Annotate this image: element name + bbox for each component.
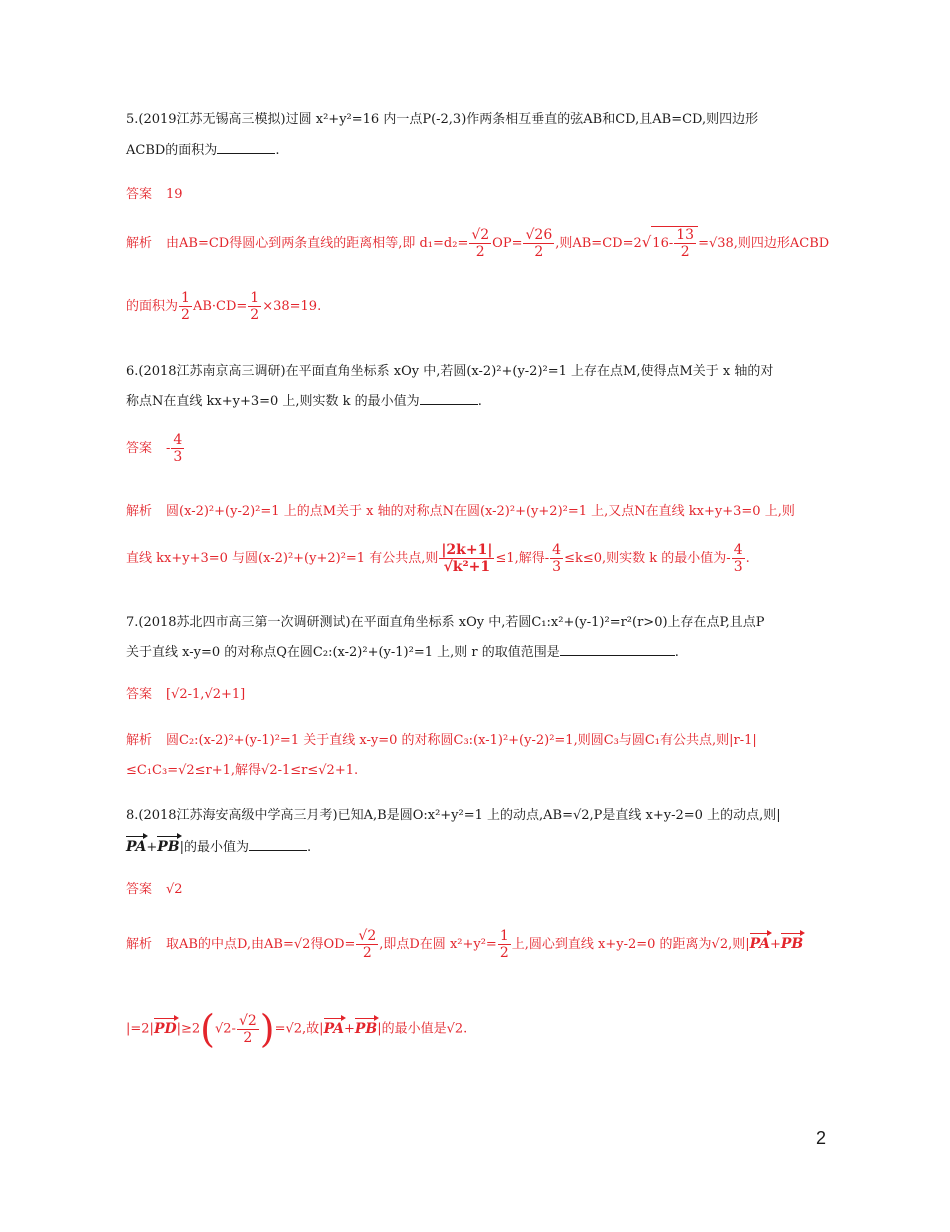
- denominator: 2: [475, 244, 485, 260]
- radical-sign: √: [641, 233, 652, 251]
- q6-stem-line2: 称点N在直线 kx+y+3=0 上,则实数 k 的最小值为 .: [126, 394, 482, 409]
- vector-pb: PB: [780, 936, 804, 952]
- text: OP=: [492, 236, 523, 251]
- q6-answer: [126, 432, 185, 465]
- numerator: 1: [181, 290, 190, 306]
- denominator: √k²+1: [443, 559, 491, 575]
- text: =√38,则四边形ACBD: [698, 236, 830, 251]
- fraction: [439, 542, 494, 575]
- denominator: 2: [362, 945, 372, 961]
- denominator: 3: [552, 559, 562, 575]
- answer-label: 答案: [126, 687, 153, 702]
- vector-pb: PB: [354, 1020, 378, 1037]
- text: .: [745, 551, 750, 566]
- denominator: 2: [250, 307, 260, 323]
- q6-analysis-line1: [126, 500, 795, 519]
- answer-fraction: [171, 432, 184, 465]
- numerator: 4: [173, 432, 183, 448]
- text: |=2|: [126, 1021, 154, 1037]
- q6-stem-text: 称点N在直线 kx+y+3=0 上,则实数 k 的最小值为: [126, 394, 420, 409]
- q5-stem-text: ACBD的面积为: [126, 143, 218, 158]
- answer-sign: -: [166, 441, 171, 456]
- text: 16-: [652, 236, 674, 251]
- analysis-label: 解析: [126, 236, 153, 251]
- answer-blank: [560, 644, 675, 656]
- text: 上,圆心到直线 x+y-2=0 的距离为√2,则|: [511, 937, 750, 952]
- q8-analysis-line2: [126, 1007, 468, 1051]
- denominator: 3: [733, 559, 743, 575]
- fraction: [523, 227, 554, 260]
- answer-label: 答案: [126, 882, 153, 897]
- left-paren: (: [200, 1007, 215, 1051]
- q5-stem-line1: 5.(2019江苏无锡高三模拟)过圆 x²+y²=16 内一点P(-2,3)作两条相互垂直的弦AB和CD,且AB=CD,则四边形: [126, 112, 759, 127]
- text: 圆(x-2)²+(y-2)²=1 上的点M关于 x 轴的对称点N在圆(x-2)²+(y+2)²=1 上,又点N在直线 kx+y+3=0 上,则: [166, 504, 795, 519]
- q6-analysis-line2: [126, 542, 750, 575]
- q5-answer: [126, 183, 183, 202]
- vector-pa: PA: [126, 839, 147, 855]
- fraction: [498, 928, 511, 961]
- answer-label: 答案: [126, 187, 153, 202]
- fraction: [356, 928, 378, 961]
- q7-analysis-line1: [126, 729, 757, 748]
- q5-stem-line2: ACBD的面积为 .: [126, 143, 280, 158]
- vector-pd: PD: [153, 1020, 177, 1037]
- analysis-label: 解析: [126, 733, 153, 748]
- numerator: 1: [250, 290, 260, 306]
- text: 圆C₂:(x-2)²+(y-1)²=1 关于直线 x-y=0 的对称圆C₃:(x-1)²+(y-2)²=1,则圆C₃与圆C₁有公共点,则|r-1|: [166, 733, 757, 748]
- fraction: [179, 290, 192, 323]
- text: 由AB=CD得圆心到两条直线的距离相等,即 d₁=d₂=: [166, 236, 469, 251]
- vector-pa: PA: [749, 936, 770, 952]
- q8-analysis-line1: [126, 928, 803, 961]
- denominator: 2: [534, 244, 544, 260]
- radicand: [651, 226, 698, 260]
- vector-pa: PA: [323, 1020, 344, 1037]
- analysis-label: 解析: [126, 504, 153, 519]
- answer-value: 19: [166, 187, 183, 202]
- q6-stem-line1: 6.(2018江苏南京高三调研)在平面直角坐标系 xOy 中,若圆(x-2)²+(y-2)²=1 上存在点M,使得点M关于 x 轴的对: [126, 364, 774, 379]
- numerator: √2: [358, 928, 377, 944]
- q7-stem-line2: 关于直线 x-y=0 的对称点Q在圆C₂:(x-2)²+(y-1)²=1 上,则 r 的取值范围是 .: [126, 645, 679, 660]
- numerator: 1: [499, 928, 509, 944]
- denominator: 2: [181, 307, 190, 323]
- numerator: |2k+1|: [441, 542, 493, 558]
- numerator: √2: [471, 227, 490, 243]
- text: |的最小值是√2.: [377, 1021, 468, 1037]
- fraction: [732, 542, 745, 575]
- text: |的最小值为: [179, 840, 250, 855]
- text: ,则AB=CD=2: [555, 236, 642, 251]
- text: ×38=19.: [262, 299, 322, 314]
- answer-value: √2: [166, 882, 183, 897]
- q5-analysis-line1: [126, 226, 829, 260]
- numerator: √26: [525, 227, 553, 243]
- q7-stem-line1: 7.(2018苏北四市高三第一次调研测试)在平面直角坐标系 xOy 中,若圆C₁:x²+(y-1)²=r²(r>0)上存在点P,且点P: [126, 615, 765, 630]
- plus-sign: +: [146, 840, 158, 855]
- vector-pb: PB: [157, 839, 180, 855]
- q8-answer: [126, 878, 183, 897]
- text: √2-: [214, 1021, 236, 1037]
- numerator: √2: [238, 1012, 257, 1029]
- fraction: [550, 542, 563, 575]
- answer-blank: [249, 839, 307, 851]
- fraction: [237, 1013, 259, 1046]
- q7-answer: [126, 683, 245, 702]
- numerator: 4: [552, 542, 562, 558]
- text: ,即点D在圆 x²+y²=: [379, 937, 497, 952]
- fraction: [674, 227, 696, 260]
- denominator: 2: [499, 945, 509, 961]
- page-number: 2: [815, 1128, 826, 1148]
- q8-stem-line2: PA+PB|的最小值为 .: [126, 839, 312, 855]
- text: |≥2: [176, 1021, 201, 1037]
- text: ≤k≤0,则实数 k 的最小值为-: [564, 551, 731, 566]
- text: =√2,故|: [274, 1021, 324, 1037]
- analysis-label: 解析: [126, 937, 153, 952]
- denominator: 2: [680, 244, 690, 260]
- numerator: 4: [733, 542, 743, 558]
- answer-label: 答案: [126, 441, 153, 456]
- plus-sign: +: [343, 1021, 355, 1037]
- q8-stem-line1: 8.(2018江苏海安高级中学高三月考)已知A,B是圆O:x²+y²=1 上的动点,AB=√2,P是直线 x+y-2=0 上的动点,则|: [126, 808, 781, 823]
- text: 的面积为: [126, 299, 179, 314]
- q5-analysis-line2: [126, 290, 321, 323]
- numerator: 13: [676, 227, 695, 243]
- text: ≤1,解得-: [495, 551, 550, 566]
- answer-value: [√2-1,√2+1]: [166, 687, 246, 702]
- fraction: [469, 227, 491, 260]
- denominator: 3: [173, 449, 183, 465]
- text: 直线 kx+y+3=0 与圆(x-2)²+(y+2)²=1 有公共点,则: [126, 551, 439, 566]
- text: 取AB的中点D,由AB=√2得OD=: [166, 937, 356, 952]
- answer-blank: [217, 142, 275, 154]
- plus-sign: +: [770, 937, 781, 952]
- fraction: [248, 290, 261, 323]
- answer-blank: [420, 393, 478, 405]
- text: AB·CD=: [192, 299, 248, 314]
- q7-analysis-line2: ≤C₁C₃=√2≤r+1,解得√2-1≤r≤√2+1.: [126, 763, 359, 778]
- right-paren: ): [259, 1007, 275, 1051]
- denominator: 2: [243, 1029, 253, 1046]
- q7-stem-text: 关于直线 x-y=0 的对称点Q在圆C₂:(x-2)²+(y-1)²=1 上,则 r 的取值范围是: [126, 645, 560, 660]
